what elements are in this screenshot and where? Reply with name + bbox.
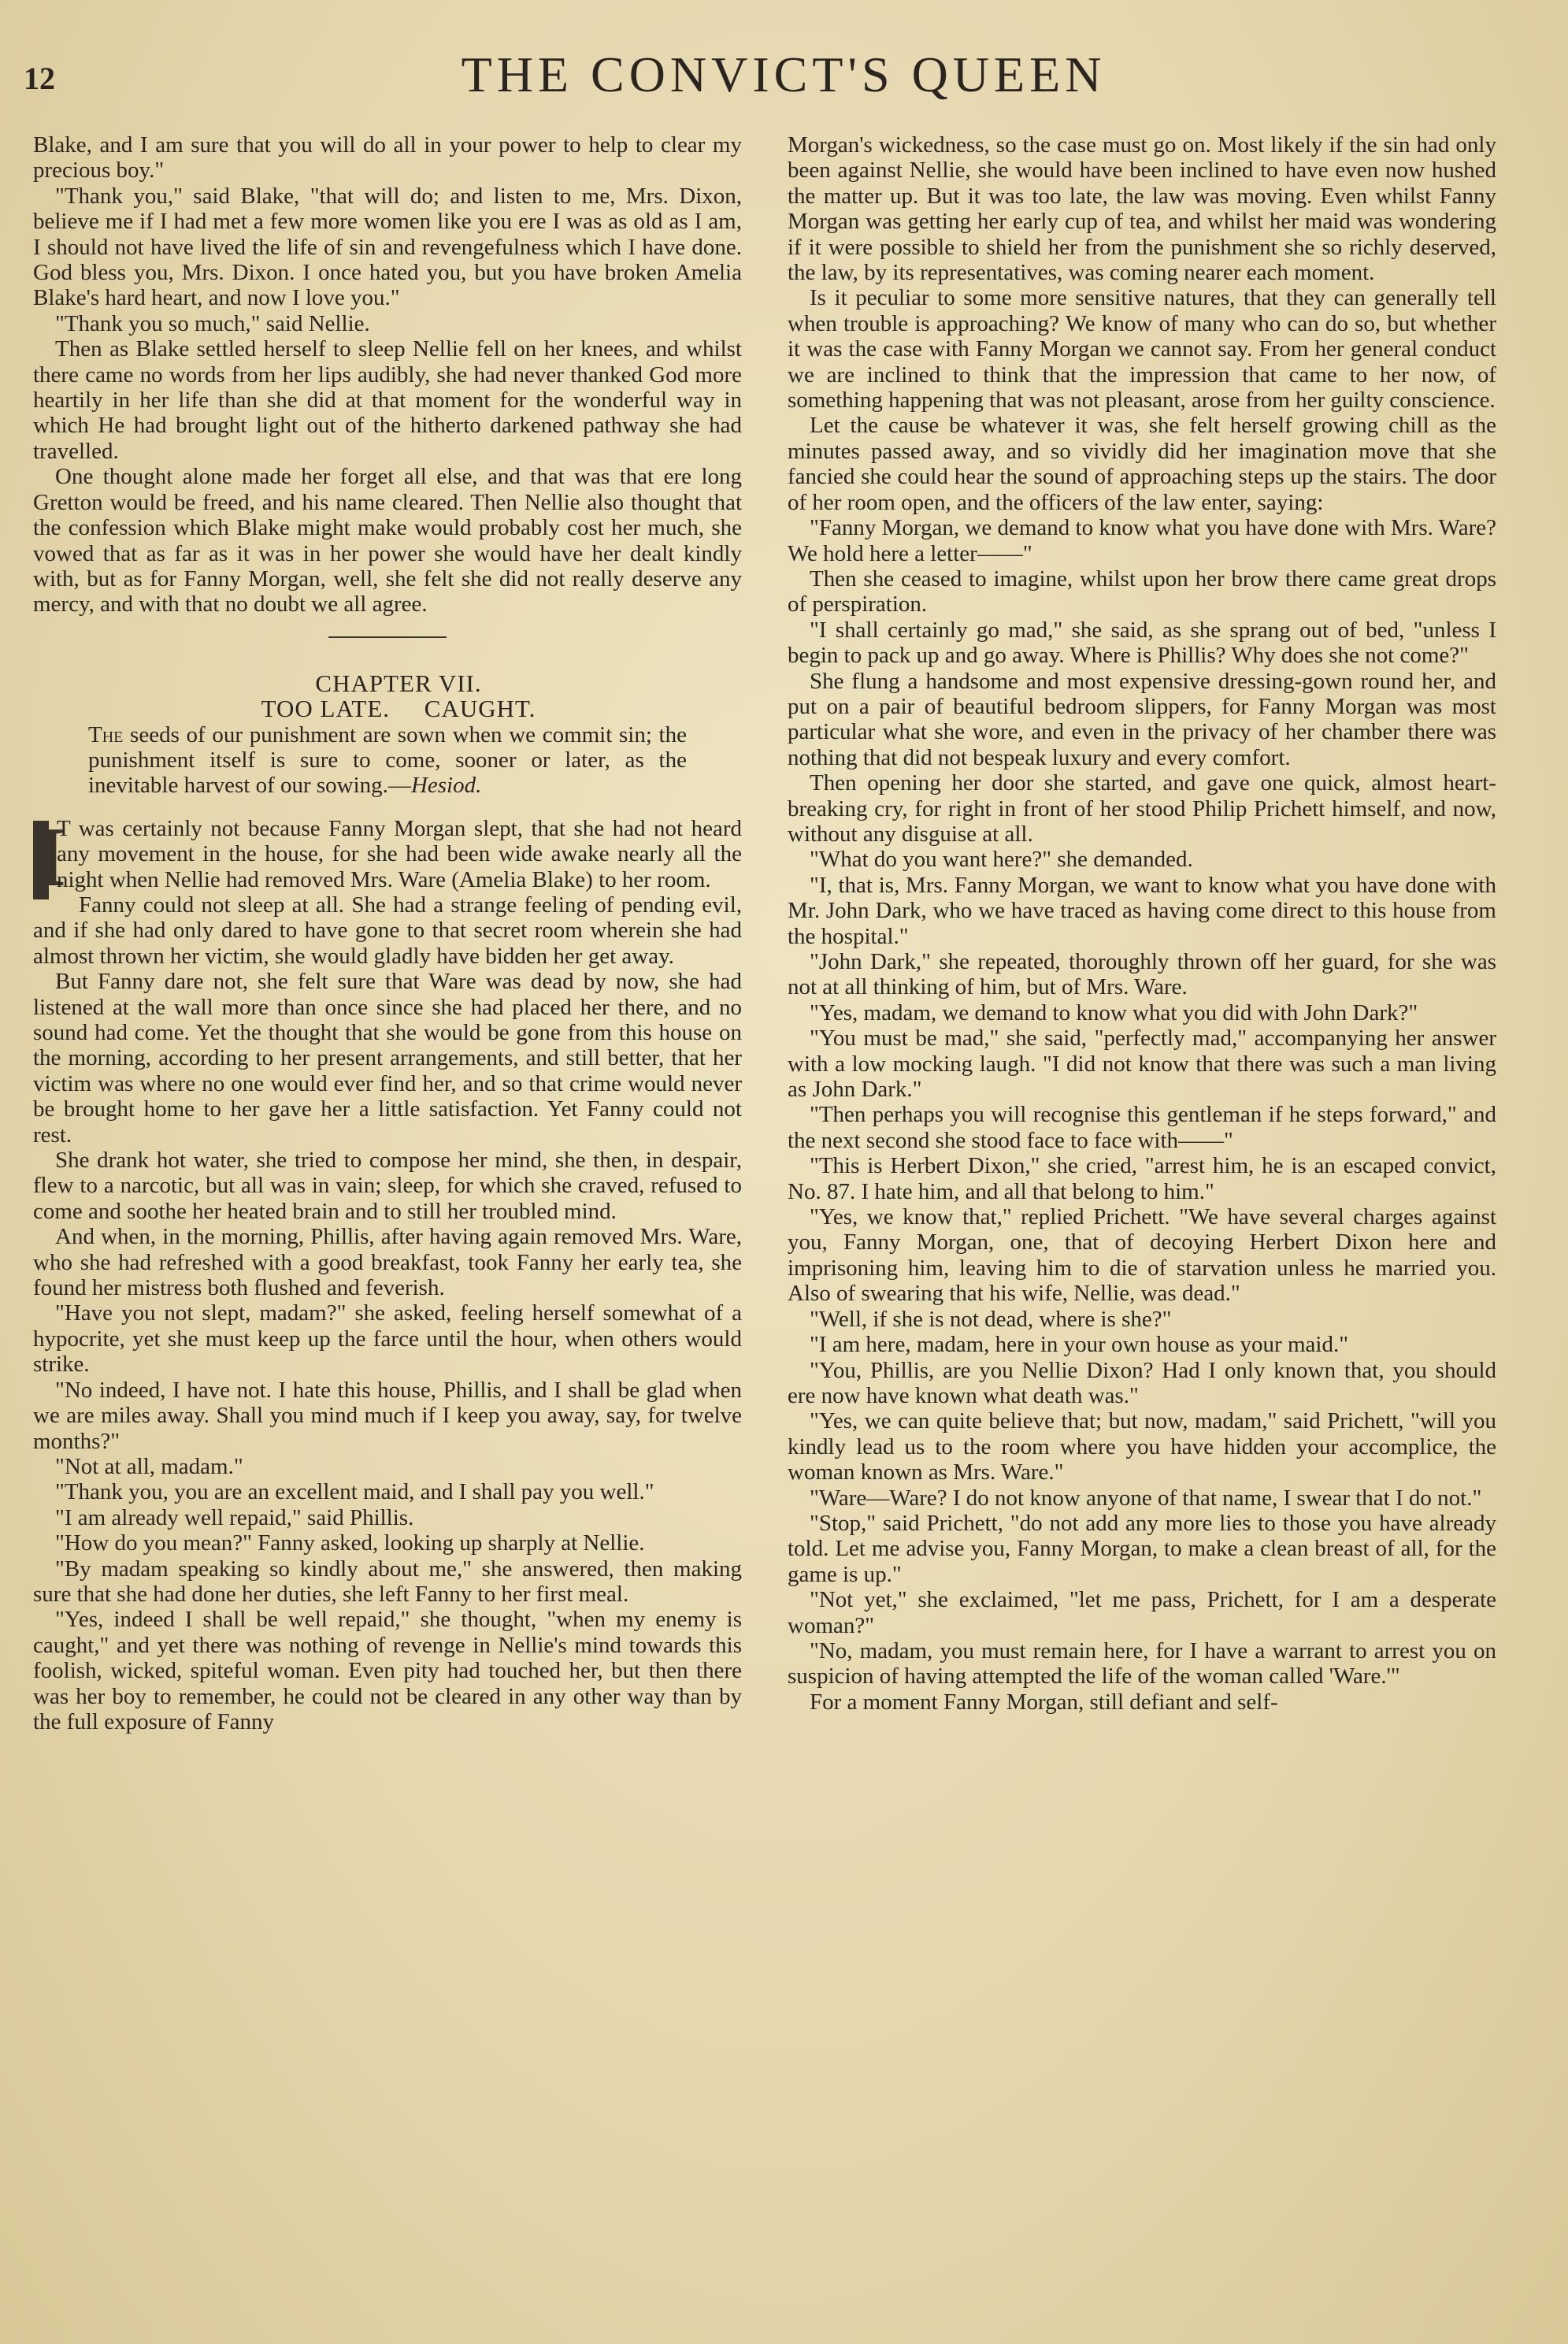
epigraph-source: Hesiod.: [410, 773, 482, 799]
paragraph: She flung a handsome and most expensive dressing-gown round her, and put on a pair of beautiful bedroom slippers, for Fanny Morgan was most particular what she wore, and even in the privacy of her chamber there was nothing that did not bespeak luxury and every comfort.: [788, 668, 1496, 770]
page-header: [24, 46, 1544, 109]
paragraph: "I, that is, Mrs. Fanny Morgan, we want to know what you have done with Mr. John Dark, who we have traced as having come direct to this house from the hospital.": [788, 872, 1496, 949]
paragraph: Is it peculiar to some more sensitive natures, that they can generally tell when trouble is approaching? We know of many who can do so, but whether it was the case with Fanny Morgan we cannot say. From her general conduct we are inclined to think that the impression that came to her now, of something happening that was not pleasant, arose from her guilty conscience.: [788, 285, 1496, 414]
paragraph: "Yes, madam, we demand to know what you did with John Dark?": [810, 1000, 1418, 1026]
chapter-title: TOO LATE. CAUGHT.: [261, 695, 536, 723]
paragraph: "You must be mad," she said, "perfectly mad," accompanying her answer with a low mocking laugh. "I did not know that there was such a man living as John Dark.": [788, 1026, 1496, 1103]
paragraph: Then opening her door she started, and gave one quick, almost heart-breaking cry, for right in front of her stood Philip Prichett himself, and now, without any disguise at all.: [788, 770, 1496, 847]
epigraph: [88, 722, 687, 799]
paragraph: And when, in the morning, Phillis, after having again removed Mrs. Ware, who she had refreshed with a good breakfast, took Fanny her early tea, she found her mistress both flushed and feverish.: [33, 1224, 742, 1301]
left-column: [33, 132, 742, 1734]
paragraph: "John Dark," she repeated, thoroughly thrown off her guard, for she was not at all thinking of him, but of Mrs. Ware.: [788, 949, 1496, 1000]
running-title: THE CONVICT'S QUEEN: [461, 46, 1106, 102]
paragraph: She drank hot water, she tried to compose her mind, she then, in despair, flew to a narcotic, but all was in vain; sleep, for which she craved, refused to come and soothe her heated brain and to still her troubled mind.: [33, 1148, 742, 1224]
paragraph: "I am already well repaid," said Phillis.: [55, 1504, 414, 1530]
chapter-number: CHAPTER VII.: [315, 669, 482, 697]
paragraph: "No indeed, I have not. I hate this house, Phillis, and I shall be glad when we are miles away. Shall you mind much if I keep you away, say, for twelve months?": [33, 1377, 742, 1454]
paragraph: "Ware—Ware? I do not know anyone of that name, I swear that I do not.": [810, 1485, 1482, 1511]
paragraph: "Not at all, madam.": [55, 1453, 243, 1479]
paragraph: "No, madam, you must remain here, for I have a warrant to arrest you on suspicion of having attempted the life of the woman called 'Ware.'": [788, 1637, 1496, 1689]
paragraph: Blake, and I am sure that you will do all in your power to help to clear my precious boy.": [33, 132, 742, 184]
paragraph: "Yes, we can quite believe that; but now, madam," said Prichett, "will you kindly lead us to the room where you have hidden your accomplice, the woman known as Mrs. Ware.": [788, 1408, 1496, 1485]
paragraph: Morgan's wickedness, so the case must go on. Most likely if the sin had only been against Nellie, she would have been inclined to have even now hushed the matter up. But it was too late, the law was moving. Even whilst Fanny Morgan was getting her early cup of tea, and whilst her maid was wondering if it were possible to shield her from the punishment she so richly deserved, the law, by its representatives, was coming nearer each moment.: [788, 132, 1496, 286]
paragraph: For a moment Fanny Morgan, still defiant and self-: [810, 1689, 1278, 1715]
drop-cap-letter: I: [33, 810, 67, 904]
paragraph: "You, Phillis, are you Nellie Dixon? Had I only known that, you should ere now have known what death was.": [788, 1357, 1496, 1408]
paragraph: "This is Herbert Dixon," she cried, "arrest him, he is an escaped convict, No. 87. I hate him, and all that belong to him.": [788, 1153, 1496, 1204]
paragraph: "Well, if she is not dead, where is she?": [810, 1306, 1172, 1332]
paragraph: "Thank you, you are an excellent maid, and I shall pay you well.": [55, 1479, 654, 1505]
epigraph-first-word: The: [88, 721, 124, 747]
paragraph: But Fanny dare not, she felt sure that Ware was dead by now, she had listened at the wall more than once since she had placed her there, and no sound had come. Yet the thought that she would be gone from this house on the morning, according to her present arrangements, and still better, that her victim was where no one would ever find her, and so that crime would never be brought home to her gave her a little satisfaction. Yet Fanny could not rest.: [33, 969, 742, 1148]
paragraph: Fanny could not sleep at all. She had a strange feeling of pending evil, and if she had only dared to have gone to that secret room wherein she had almost thrown her victim, she would gladly have bidden her get away.: [33, 892, 742, 969]
page-number: 12: [24, 61, 55, 96]
paragraph: "How do you mean?" Fanny asked, looking up sharply at Nellie.: [55, 1530, 645, 1556]
paragraph: "Fanny Morgan, we demand to know what you have done with Mrs. Ware? We hold here a letter——": [788, 515, 1496, 566]
paragraph: "I shall certainly go mad," she said, as she sprang out of bed, "unless I begin to pack up and go away. Where is Phillis? Why does she not come?": [788, 617, 1496, 669]
paragraph: "Have you not slept, madam?" she asked, feeling herself somewhat of a hypocrite, yet she must keep up the farce until the hour, when others would strike.: [33, 1300, 742, 1378]
paragraph: "Then perhaps you will recognise this gentleman if he steps forward," and the next second she stood face to face with——": [788, 1102, 1496, 1153]
paragraph: "Yes, indeed I shall be well repaid," she thought, "when my enemy is caught," and yet there was nothing of revenge in Nellie's mind towards this foolish, wicked, spiteful woman. Even pity had touched her, but then there was her boy to remember, he could not be cleared in any other way than by the full exposure of Fanny: [33, 1607, 742, 1734]
paragraph: "What do you want here?" she demanded.: [810, 847, 1193, 873]
opening-paragraph-text: T was certainly not because Fanny Morgan slept, that she had not heard any movement in the house, for she had been wide awake nearly all the night when Nellie had removed Mrs. Ware (Amelia Blake) to her room.: [57, 815, 742, 892]
epigraph-text: seeds of our punishment are sown when we commit sin; the punishment itself is sure to come, sooner or later, as the inevitable harvest of our sowing.—: [88, 721, 687, 799]
paragraph: "Thank you so much," said Nellie.: [55, 310, 370, 336]
section-divider: [328, 636, 447, 638]
opening-paragraph: [33, 810, 742, 904]
paragraph: "Yes, we know that," replied Prichett. "We have several charges against you, Fanny Morgan, one, that of decoying Herbert Dixon here and imprisoning him, leaving him to die of starvation unless he married you. Also of swearing that his wife, Nellie, was dead.": [788, 1204, 1496, 1307]
paragraph: "Not yet," she exclaimed, "let me pass, Prichett, for I am a desperate woman?": [788, 1587, 1496, 1638]
paragraph: "I am here, madam, here in your own house as your maid.": [810, 1332, 1349, 1358]
paragraph: Then as Blake settled herself to sleep Nellie fell on her knees, and whilst there came no words from her lips audibly, she had never thanked God more heartily in her life than she did at that moment for the wonderful way in which He had brought light out of the hitherto darkened pathway she had travelled.: [33, 336, 742, 464]
paragraph: "Thank you," said Blake, "that will do; and listen to me, Mrs. Dixon, believe me if I had met a few more women like you ere I was as old as I am, I should not have lived the life of sin and revengefulness which I have done. God bless you, Mrs. Dixon. I once hated you, but you have broken Amelia Blake's hard heart, and now I love you.": [33, 183, 742, 311]
right-column: [788, 132, 1496, 1715]
paragraph: "Stop," said Prichett, "do not add any more lies to those you have already told. Let me advise you, Fanny Morgan, to make a clean breast of all, for the game is up.": [788, 1510, 1496, 1587]
paragraph: "By madam speaking so kindly about me," she answered, then making sure that she had done her duties, she left Fanny to her first meal.: [33, 1556, 742, 1607]
paragraph: One thought alone made her forget all else, and that was that ere long Gretton would be freed, and his name cleared. Then Nellie also thought that the confession which Blake might make would probably cost her much, she vowed that as far as it was in her power she would have her dealt kindly with, but as for Fanny Morgan, well, she felt she did not really deserve any mercy, and with that no doubt we all agree.: [33, 464, 742, 618]
paragraph: Let the cause be whatever it was, she felt herself growing chill as the minutes passed away, and so vividly did her imagination move that she fancied she could hear the sound of approaching steps up the stairs. The door of her room open, and the officers of the law enter, saying:: [788, 413, 1496, 515]
paragraph: Then she ceased to imagine, whilst upon her brow there came great drops of perspiration.: [788, 566, 1496, 618]
